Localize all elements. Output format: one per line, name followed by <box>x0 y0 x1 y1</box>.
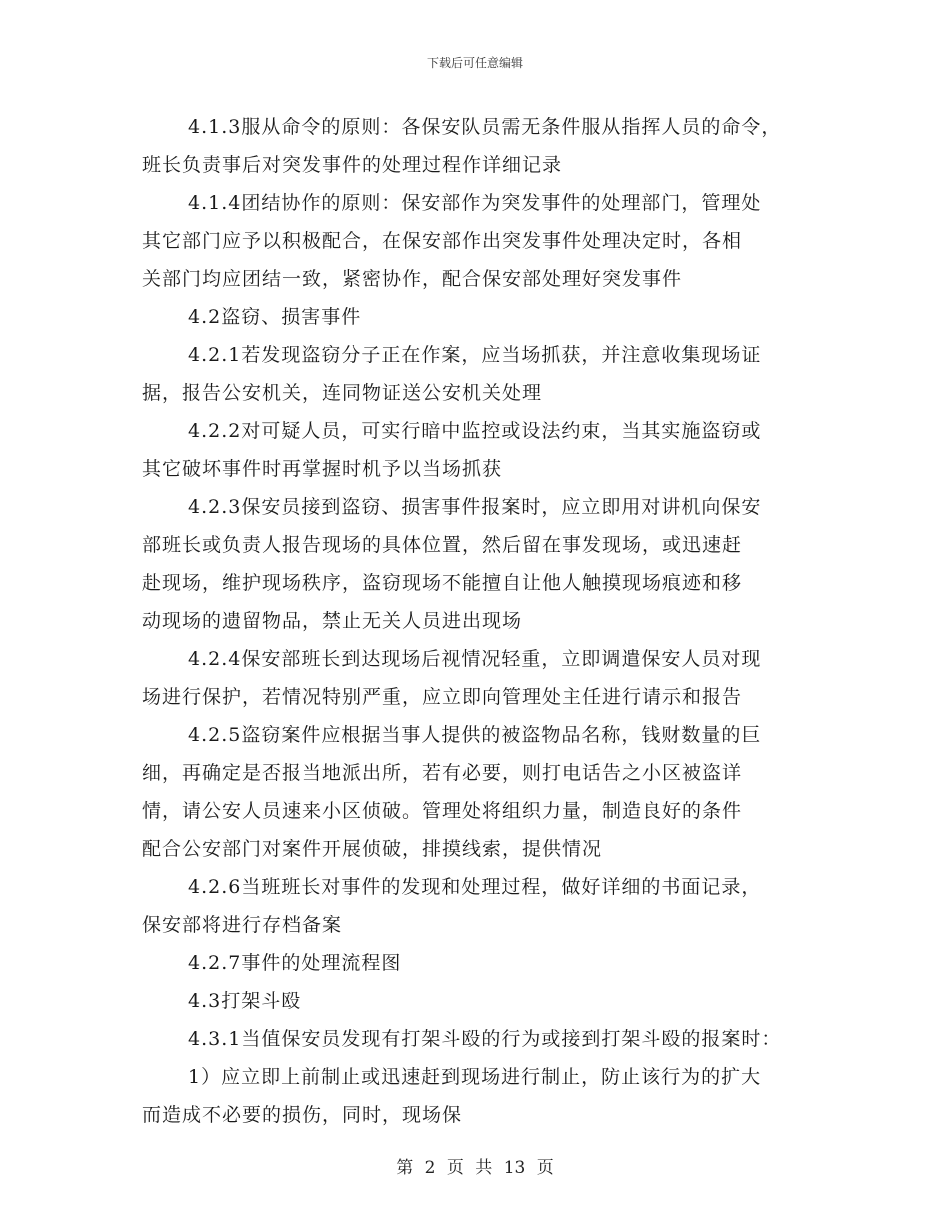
text-line: 部班长或负责人报告现场的具体位置，然后留在事发现场，或迅速赶 <box>142 534 743 556</box>
text-line: 场进行保护，若情况特别严重，应立即向管理处主任进行请示和报告 <box>142 686 743 708</box>
text-line: 4.3.1当值保安员发现有打架斗殴的行为或接到打架斗殴的报案时： <box>188 1028 782 1050</box>
text-line: 4.1.4团结协作的原则：保安部作为突发事件的处理部门，管理处 <box>188 192 762 214</box>
text-line: 动现场的遗留物品，禁止无关人员进出现场 <box>142 610 523 632</box>
section-heading: 4.2盗窃、损害事件 <box>188 306 362 328</box>
text-line: 4.2.1若发现盗窃分子正在作案，应当场抓获，并注意收集现场证 <box>188 344 762 366</box>
text-line: 4.2.2对可疑人员，可实行暗中监控或设法约束，当其实施盗窃或 <box>188 420 762 442</box>
text-line: 4.2.7事件的处理流程图 <box>188 952 402 974</box>
text-line: 1）应立即上前制止或迅速赶到现场进行制止，防止该行为的扩大 <box>188 1066 762 1088</box>
text-line: 赴现场，维护现场秩序，盗窃现场不能擅自让他人触摸现场痕迹和移 <box>142 572 743 594</box>
text-line: 关部门均应团结一致，紧密协作，配合保安部处理好突发事件 <box>142 268 683 290</box>
text-line: 4.2.3保安员接到盗窃、损害事件报案时，应立即用对讲机向保安 <box>188 496 762 518</box>
text-line: 4.2.5盗窃案件应根据当事人提供的被盗物品名称，钱财数量的巨 <box>188 724 762 746</box>
text-line: 其它破坏事件时再掌握时机予以当场抓获 <box>142 458 503 480</box>
page-number: 第 2 页 共 13 页 <box>396 1158 554 1178</box>
page-header: 下载后可任意编辑 <box>426 56 523 70</box>
text-line: 4.2.6当班班长对事件的发现和处理过程，做好详细的书面记录， <box>188 876 762 898</box>
text-line: 4.2.4保安部班长到达现场后视情况轻重，立即调遣保安人员对现 <box>188 648 762 670</box>
text-line: 情，请公安人员速来小区侦破。管理处将组织力量，制造良好的条件 <box>142 800 743 822</box>
text-line: 据，报告公安机关，连同物证送公安机关处理 <box>142 382 543 404</box>
text-line: 而造成不必要的损伤，同时，现场保 <box>142 1104 463 1126</box>
text-line: 细，再确定是否报当地派出所，若有必要，则打电话告之小区被盗详 <box>142 762 743 784</box>
text-line: 4.1.3服从命令的原则：各保安队员需无条件服从指挥人员的命令， <box>188 116 782 138</box>
document-body <box>142 108 832 1134</box>
section-heading: 4.3打架斗殴 <box>188 990 302 1012</box>
text-line: 其它部门应予以积极配合，在保安部作出突发事件处理决定时，各相 <box>142 230 743 252</box>
text-line: 班长负责事后对突发事件的处理过程作详细记录 <box>142 154 563 176</box>
text-line: 配合公安部门对案件开展侦破，排摸线索，提供情况 <box>142 838 603 860</box>
text-line: 保安部将进行存档备案 <box>142 914 343 936</box>
